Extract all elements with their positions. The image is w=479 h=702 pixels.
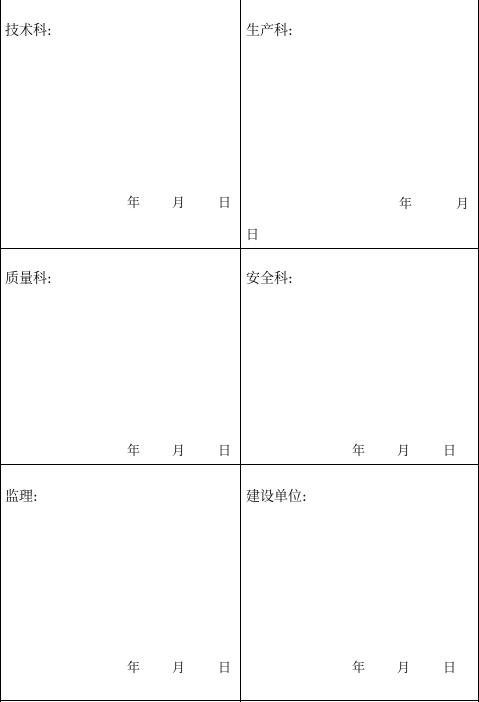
date-month: 月 [397,661,411,676]
technical-dept-label: 技术科: [5,23,52,39]
date-day: 日 [246,228,260,243]
date-year: 年 [352,444,366,459]
center-divider [240,0,241,702]
date-month: 月 [172,196,186,211]
date-day: 日 [218,196,232,211]
row-divider-1 [0,248,479,249]
date-month: 月 [172,444,186,459]
bottom-border [0,700,479,701]
supervision-label: 监理: [5,489,38,505]
date-month: 月 [397,444,411,459]
date-day: 日 [218,444,232,459]
safety-dept-label: 安全科: [246,271,293,287]
date-year: 年 [127,661,141,676]
date-year: 年 [399,197,413,212]
row-divider-2 [0,464,479,465]
date-month: 月 [456,197,470,212]
quality-dept-label: 质量科: [5,271,52,287]
date-month: 月 [172,661,186,676]
date-day: 日 [443,661,457,676]
left-border [0,0,1,702]
date-day: 日 [443,444,457,459]
date-day: 日 [218,661,232,676]
date-year: 年 [127,196,141,211]
production-dept-label: 生产科: [246,23,293,39]
date-year: 年 [127,444,141,459]
construction-unit-label: 建设单位: [246,489,307,505]
date-year: 年 [352,661,366,676]
